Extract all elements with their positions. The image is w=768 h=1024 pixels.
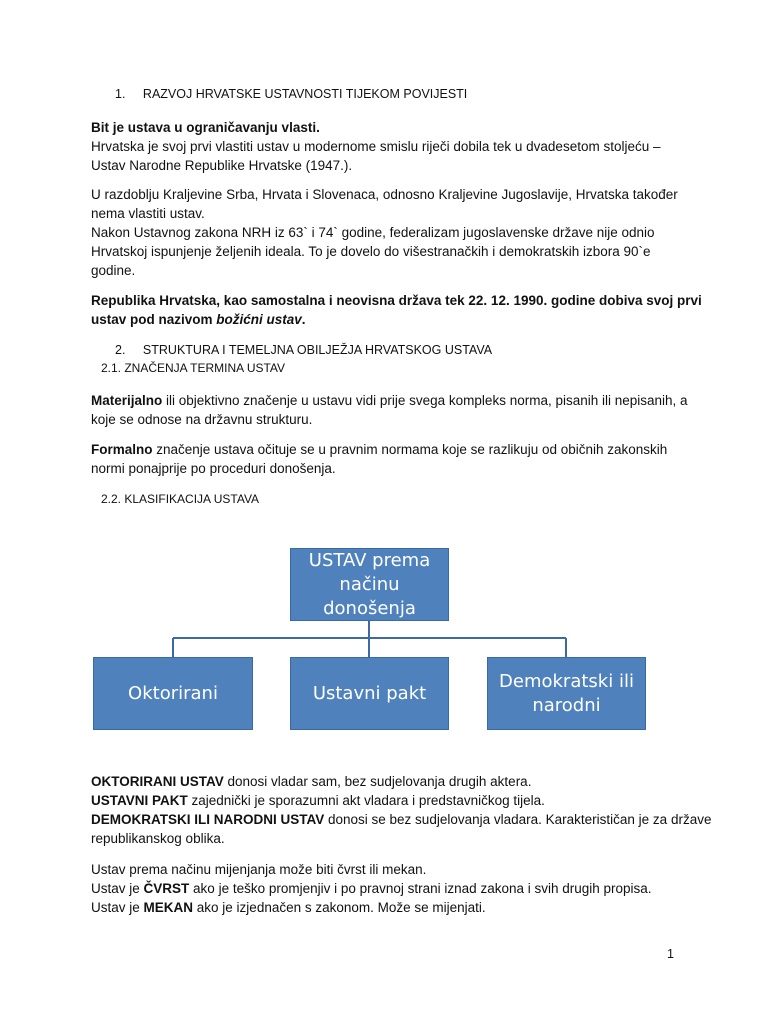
change-line-1: Ustav prema načinu mijenjanja može biti čvrst ili mekan.	[91, 862, 427, 877]
materijalno-line-2: koje se odnose na državnu strukturu.	[91, 412, 313, 427]
change-line-3: Ustav je MEKAN ako je izjednačen s zakonom. Može se mijenjati.	[91, 900, 486, 915]
subsection-2-2: 2.2. KLASIFIKACIJA USTAVA	[101, 492, 260, 506]
section-2-title: STRUKTURA I TEMELJNA OBILJEŽJA HRVATSKOG USTAVA	[142, 343, 493, 357]
def-demokratski: DEMOKRATSKI ILI NARODNI USTAV donosi se bez sudjelovanja vladara. Karakterističan je za države	[91, 812, 712, 827]
paragraph-4-line-2: ustav pod nazivom božićni ustav.	[91, 312, 306, 327]
def-oktorirani: OKTORIRANI USTAV donosi vladar sam, bez sudjelovanja drugih aktera.	[91, 774, 532, 789]
section-2-heading	[115, 341, 492, 360]
paragraph-3-line-3: godine.	[91, 263, 136, 278]
paragraph-3-line-2: Hrvatskoj ispunjenje željenih ideala. To je dovelo do višestranačkih i demokratskih izbora 90`e	[91, 244, 651, 259]
diagram-child-oktorirani: Oktorirani	[93, 657, 253, 730]
root-line-2: načinu	[339, 573, 400, 595]
formalno-line-2: normi ponajprije po proceduri donošenja.	[91, 461, 336, 476]
subsection-2-1: 2.1. ZNAČENJA TERMINA USTAV	[101, 361, 286, 375]
paragraph-3-line-1: Nakon Ustavnog zakona NRH iz 63` i 74` godine, federalizam jugoslavenske države nije odnio	[91, 225, 655, 240]
diagram-root-box	[290, 548, 449, 621]
bold-lead: Bit je ustava u ograničavanju vlasti.	[91, 120, 320, 135]
section-1-heading	[115, 85, 467, 104]
paragraph-1-line-1: Hrvatska je svoj prvi vlastiti ustav u modernome smislu riječi dobila tek u dvadesetom stoljeću –	[91, 139, 661, 154]
section-2-number: 2.	[115, 343, 126, 357]
paragraph-4-line-1: Republika Hrvatska, kao samostalna i neovisna država tek 22. 12. 1990. godine dobiva svoj prvi	[91, 293, 702, 308]
diagram-child-ustavni-pakt: Ustavni pakt	[290, 657, 449, 730]
root-line-1: USTAV prema	[308, 549, 431, 571]
root-line-3: donošenja	[323, 597, 416, 619]
paragraph-2-line-2: nema vlastiti ustav.	[91, 206, 205, 221]
paragraph-2-line-1: U razdoblju Kraljevine Srba, Hrvata i Slovenaca, odnosno Kraljevine Jugoslavije, Hrvatska također	[91, 187, 678, 202]
def-ustavni-pakt: USTAVNI PAKT zajednički je sporazumni akt vladara i predstavničkog tijela.	[91, 793, 545, 808]
def-demokratski-line-2: republikanskog oblika.	[91, 831, 225, 846]
section-1-title: RAZVOJ HRVATSKE USTAVNOSTI TIJEKOM POVIJESTI	[142, 87, 468, 101]
page-number: 1	[667, 947, 674, 961]
change-line-2: Ustav je ČVRST ako je teško promjenjiv i po pravnoj strani iznad zakona i svih drugih propisa.	[91, 881, 652, 896]
formalno-line-1: Formalno značenje ustava očituje se u pravnim normama koje se razlikuju od običnih zakonskih	[91, 442, 668, 457]
paragraph-1-line-2: Ustav Narodne Republike Hrvatske (1947.).	[91, 158, 353, 173]
diagram-child-demokratski: Demokratski ili narodni	[487, 657, 646, 730]
materijalno-line-1: Materijalno ili objektivno značenje u ustavu vidi prije svega kompleks norma, pisanih ili nepisanih, a	[91, 393, 688, 408]
section-1-number: 1.	[115, 87, 126, 101]
